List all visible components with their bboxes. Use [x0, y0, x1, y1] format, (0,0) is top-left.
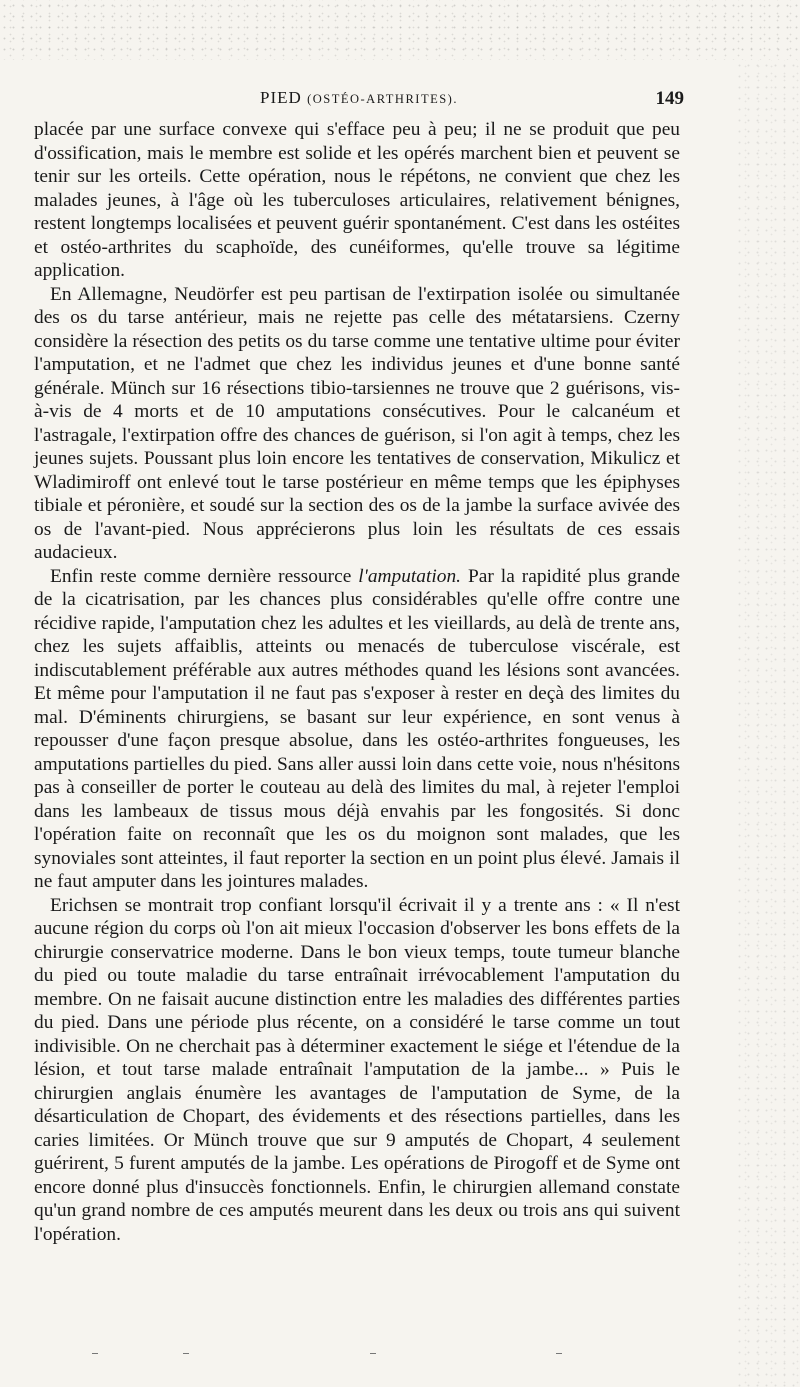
- page-number: 149: [655, 88, 684, 109]
- page-header: [34, 88, 684, 114]
- paragraph-1: placée par une surface convexe qui s'efface peu à peu; il ne se produit que peu d'ossification, mais le membre est solide et les opérés marchent bien et peuvent se tenir sur les orteils. Cette opération, nous le répétons, ne convient que chez les malades jeunes, à l'âge où les tuberculoses articulaires, relativement bénignes, restent longtemps localisées et peuvent guérir spontanément. C'est dans les ostéites et ostéo-arthrites du scaphoïde, des cunéiformes, qu'elle trouve sa légitime application.: [34, 119, 680, 281]
- scan-noise-right-margin: [735, 60, 800, 1387]
- body-text: [34, 118, 680, 1246]
- running-head: [34, 88, 684, 108]
- scan-mark: [183, 1353, 189, 1354]
- scan-bottom-marks: [0, 1350, 800, 1360]
- paragraph-2: En Allemagne, Neudörfer est peu partisan de l'extirpation isolée ou simultanée des os du tarse antérieur, mais ne rejette pas celle des métatarsiens. Czerny considère la résection des petits os du tarse comme une tentative ultime pour éviter l'amputation, et ne l'admet que chez les individus jeunes et d'une bonne santé générale. Münch sur 16 résections tibio-tarsiennes ne trouve que 2 guérisons, vis-à-vis de 4 morts et de 10 amputations consécutives. Pour le calcanéum et l'astragale, l'extirpation offre des chances de guérison, si l'on agit à temps, chez les jeunes sujets. Poussant plus loin encore les tentatives de conservation, Mikulicz et Wladimiroff ont enlevé tout le tarse postérieur en même temps que les épiphyses tibiale et péronière, et soudé sur la section des os de la jambe la surface avivée des os de l'avant-pied. Nous apprécierons plus loin les résultats de ces essais audacieux.: [34, 283, 680, 563]
- scan-mark: [556, 1353, 562, 1354]
- paragraph-4: Erichsen se montrait trop confiant lorsqu'il écrivait il y a trente ans : « Il n'est aucune région du corps où l'on ait mieux l'occasion d'observer les bons effets de la chirurgie conservatrice moderne. Dans le bon vieux temps, toute tumeur blanche du pied ou toute maladie du tarse entraînait irrévocablement l'amputation du membre. On ne faisait aucune distinction entre les maladies des différentes parties du pied. Dans une période plus récente, on a considéré le tarse comme un tout indivisible. On ne cherchait pas à déterminer exactement le siége et l'étendue de la lésion, et tout tarse malade entraînait l'amputation de la jambe... » Puis le chirurgien anglais énumère les avantages de l'amputation de Syme, de la désarticulation de Chopart, des évidements et des résections partielles, dans les caries limitées. Or Münch trouve que sur 9 amputés de Chopart, 4 seulement guérirent, 5 furent amputés de la jambe. Les opérations de Pirogoff et de Syme ont encore donné plus d'insuccès fonctionnels. Enfin, le chirurgien allemand constate qu'un grand nombre de ces amputés meurent dans les deux ou trois ans qui suivent l'opération.: [34, 894, 680, 1245]
- paragraph-3-lead: Enfin reste comme dernière ressource: [50, 565, 359, 587]
- scan-mark: [92, 1353, 98, 1354]
- running-head-subtitle: (OSTÉO-ARTHRITES).: [307, 92, 458, 106]
- scan-mark: [370, 1353, 376, 1354]
- paragraph-3-body: Par la rapidité plus grande de la cicatrisation, par les chances plus considérables qu'elle offre contre une récidive rapide, l'amputation chez les adultes et les vieillards, au delà de trente ans, chez les sujets affaiblis, atteints ou menacés de tuberculose viscérale, est indiscutablement préférable aux autres méthodes quand les lésions sont avancées. Et même pour l'amputation il ne faut pas s'exposer à rester en deçà des limites du mal. D'éminents chirurgiens, se basant sur leur expérience, en sont venus à repousser d'une façon presque absolue, dans les ostéo-arthrites fongueuses, les amputations partielles du pied. Sans aller aussi loin dans cette voie, nous n'hésitons pas à conseiller de porter le couteau au delà des limites du mal, à rejeter l'emploi dans les lambeaux de tissus mous déjà envahis par les fongosités. Si donc l'opération faite on reconnaît que les os du moignon sont malades, que les synoviales sont atteintes, il faut reporter la section en un point plus élevé. Jamais il ne faut amputer dans les jointures malades.: [34, 565, 680, 892]
- paragraph-3: [34, 565, 680, 894]
- scan-noise-top: [0, 0, 800, 60]
- running-head-title: PIED: [260, 88, 302, 107]
- paragraph-3-italic-term: l'amputation.: [358, 565, 462, 587]
